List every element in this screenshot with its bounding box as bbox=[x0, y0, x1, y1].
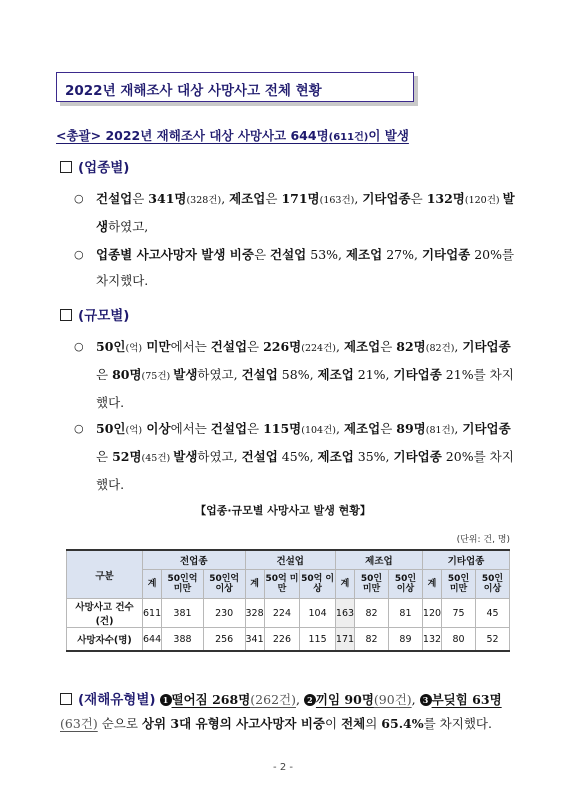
summary-pre: <총괄> 2022년 재해조사 대상 사망사고 644명 bbox=[56, 128, 329, 143]
sz-p2-t24: 35%, bbox=[353, 449, 394, 464]
table-cell: 388 bbox=[162, 628, 204, 652]
sz-p2-t13: (81건) bbox=[425, 425, 455, 436]
table-cell: 75 bbox=[442, 599, 476, 628]
sz-p1-t23: 제조업 bbox=[317, 367, 354, 382]
sz-p1-t2: (억) bbox=[125, 343, 143, 354]
sz-p1-t26: 21%를 차지했다. bbox=[96, 367, 514, 410]
number-3-icon: 3 bbox=[420, 694, 432, 706]
sz-p1-t9: , bbox=[336, 339, 344, 354]
ind-p1-t16: 하였고, bbox=[108, 219, 149, 234]
sz-p2-t10: 제조업 bbox=[343, 421, 381, 436]
sz-p2-t25: 기타업종 bbox=[393, 449, 442, 464]
table-row bbox=[67, 628, 510, 652]
sz-p1-t7: 226명 bbox=[263, 339, 302, 354]
circle-bullet-icon: ○ bbox=[74, 340, 84, 353]
sz-p2-t26: 20%를 차지했다. bbox=[96, 449, 514, 492]
size-paragraph-2-text bbox=[96, 416, 518, 498]
acc-t2: 상위 3대 유형의 사고사망자 비중 bbox=[141, 716, 326, 731]
table-cell: 256 bbox=[203, 628, 245, 652]
sz-p2-t4: 에서는 bbox=[170, 421, 211, 436]
sz-p2-t14: , bbox=[454, 421, 463, 436]
number-2-icon: 2 bbox=[304, 694, 316, 706]
sub-header: 계 bbox=[335, 570, 354, 599]
ind-p2-t8: 20%를 차지했다. bbox=[96, 247, 515, 288]
size-paragraph-1 bbox=[74, 334, 518, 416]
ind-p1-t9: (163건) bbox=[319, 195, 355, 206]
sub-header: 50인 미만 bbox=[442, 570, 476, 599]
sub-header: 50억 미만 bbox=[264, 570, 300, 599]
ind-p2-t4: 53%, bbox=[306, 247, 346, 262]
accident-type-heading: (재해유형별) bbox=[78, 692, 156, 708]
table-cell: 644 bbox=[143, 628, 162, 652]
table-cell: 381 bbox=[162, 599, 204, 628]
sz-p1-t17: 80명 bbox=[112, 367, 142, 382]
summary-line bbox=[56, 126, 409, 144]
sz-p2-t3: 이상 bbox=[142, 421, 171, 436]
ind-p1-t6: 제조업 bbox=[229, 191, 266, 206]
sz-p2-t9: , bbox=[336, 421, 344, 436]
industry-paragraph-1 bbox=[74, 186, 518, 240]
size-heading-text: (규모별) bbox=[78, 308, 130, 324]
sz-p1-t22: 58%, bbox=[277, 367, 318, 382]
sz-p1-t13: (82건) bbox=[425, 343, 455, 354]
sz-p1-t19: 발생 bbox=[173, 367, 198, 382]
table-cell: 230 bbox=[203, 599, 245, 628]
ind-p1-t15: 발생 bbox=[96, 191, 515, 234]
section-industry-heading bbox=[60, 156, 129, 176]
table-cell: 611 bbox=[143, 599, 162, 628]
ind-p1-t8: 171명 bbox=[281, 191, 320, 206]
ind-p2-t1: 업종별 사고사망자 발생 비중 bbox=[96, 247, 254, 262]
section-size-heading bbox=[60, 304, 129, 324]
industry-paragraph-1-text bbox=[96, 186, 518, 240]
sub-header: 50인 미만 bbox=[355, 570, 389, 599]
ind-p1-t1: 건설업 bbox=[96, 191, 133, 206]
sub-header: 50억 이상 bbox=[300, 570, 336, 599]
ind-p1-t14: (120건) bbox=[464, 195, 503, 206]
document-title: 2022년 재해조사 대상 사망사고 전체 현황 bbox=[65, 83, 322, 99]
ind-p1-t12: 은 bbox=[410, 191, 427, 206]
accident-struck: 부딪힘 63명 bbox=[431, 692, 502, 707]
acc-t6: 65.4% bbox=[381, 716, 424, 731]
sz-p1-t11: 은 bbox=[380, 339, 397, 354]
sz-p2-t23: 제조업 bbox=[317, 449, 354, 464]
table-cell: 52 bbox=[476, 628, 510, 652]
sz-p1-t8: (224건) bbox=[301, 343, 336, 354]
sz-p2-t17: 52명 bbox=[112, 449, 142, 464]
ind-p1-t11: 기타업종 bbox=[362, 191, 411, 206]
page-number: - 2 - bbox=[273, 762, 293, 773]
table-cell: 163 bbox=[335, 599, 354, 628]
sz-p1-t25: 기타업종 bbox=[393, 367, 442, 382]
group-header: 전업종 bbox=[143, 550, 246, 570]
sz-p1-t12: 82명 bbox=[396, 339, 426, 354]
ind-p1-t4: (328건) bbox=[186, 195, 222, 206]
sz-p2-t7: 115명 bbox=[263, 421, 302, 436]
ind-p1-t10: , bbox=[354, 191, 363, 206]
sz-p1-t16: 은 bbox=[96, 367, 113, 382]
sz-p2-t2: (억) bbox=[125, 425, 143, 436]
table-cell: 80 bbox=[442, 628, 476, 652]
acc-t3: 이 bbox=[325, 716, 342, 731]
sz-p2-t16: 은 bbox=[96, 449, 113, 464]
sz-p2-t20: 하였고, bbox=[197, 449, 242, 464]
ind-p1-t5: , bbox=[221, 191, 230, 206]
sz-p1-t20: 하였고, bbox=[197, 367, 242, 382]
sz-p2-t12: 89명 bbox=[396, 421, 426, 436]
sz-p2-t6: 은 bbox=[247, 421, 264, 436]
acc-t1: 순으로 bbox=[97, 716, 142, 731]
industry-heading-text: (업종별) bbox=[78, 160, 130, 176]
ind-p2-t7: 기타업종 bbox=[421, 247, 471, 262]
size-paragraph-1-text bbox=[96, 334, 518, 416]
sub-header: 50인 이상 bbox=[476, 570, 510, 599]
circle-bullet-icon: ○ bbox=[74, 192, 84, 205]
ind-p2-t2: 은 bbox=[253, 247, 271, 262]
row-label: 사망사고 건수(건) bbox=[67, 599, 143, 628]
accident-caught: 끼임 90명 bbox=[315, 692, 374, 707]
ind-p1-t7: 은 bbox=[265, 191, 282, 206]
sz-p1-t1: 50인 bbox=[96, 339, 126, 354]
sz-p1-t4: 에서는 bbox=[170, 339, 211, 354]
table-cell: 81 bbox=[388, 599, 422, 628]
table-title: 【업종·규모별 사망사고 발생 현황】 bbox=[195, 504, 371, 517]
accident-fall-cases: (262건) bbox=[250, 692, 296, 707]
sz-p1-t15: 기타업종 bbox=[462, 339, 511, 354]
ind-p1-t2: 은 bbox=[132, 191, 149, 206]
sub-header: 계 bbox=[143, 570, 162, 599]
row-label: 사망자수(명) bbox=[67, 628, 143, 652]
sub-header: 50인 이상 bbox=[388, 570, 422, 599]
table-cell: 171 bbox=[335, 628, 354, 652]
accident-caught-cases: (90건) bbox=[373, 692, 412, 707]
sz-p1-t21: 건설업 bbox=[241, 367, 278, 382]
sz-p1-t6: 은 bbox=[247, 339, 264, 354]
table-cell: 132 bbox=[422, 628, 441, 652]
ind-p1-t13: 132명 bbox=[426, 191, 465, 206]
number-1-icon: 1 bbox=[160, 694, 172, 706]
table-row bbox=[67, 599, 510, 628]
circle-bullet-icon: ○ bbox=[74, 248, 84, 261]
title-box bbox=[56, 72, 414, 102]
sz-p1-t3: 미만 bbox=[142, 339, 171, 354]
section-accident-type: (재해유형별) 1 떨어짐 268명(262건), 2 끼임 90명(90건), 3 부딪힘 63명(63건) 순으로 상위 3대 유형의 사고사망자 비중이 전체의 65.4%를 차지했다. bbox=[60, 692, 502, 731]
sz-p1-t10: 제조업 bbox=[343, 339, 381, 354]
acc-t7: 를 차지했다. bbox=[423, 716, 492, 731]
sz-p2-t1: 50인 bbox=[96, 421, 126, 436]
table-cell: 224 bbox=[264, 599, 300, 628]
sz-p2-t22: 45%, bbox=[277, 449, 318, 464]
sz-p1-t14: , bbox=[454, 339, 463, 354]
sub-header: 계 bbox=[245, 570, 264, 599]
table-cell: 82 bbox=[355, 599, 389, 628]
sz-p2-t18: (45건) bbox=[141, 453, 174, 464]
table-cell: 341 bbox=[245, 628, 264, 652]
sz-p2-t19: 발생 bbox=[173, 449, 198, 464]
ind-p1-t3: 341명 bbox=[148, 191, 187, 206]
sz-p2-t21: 건설업 bbox=[241, 449, 278, 464]
sz-p1-t24: 21%, bbox=[353, 367, 394, 382]
summary-post: 이 발생 bbox=[368, 128, 409, 143]
sz-p1-t5: 건설업 bbox=[210, 339, 248, 354]
sz-p2-t11: 은 bbox=[380, 421, 397, 436]
ind-p2-t5: 제조업 bbox=[345, 247, 383, 262]
table-cell: 120 bbox=[422, 599, 441, 628]
checkbox-square-icon bbox=[60, 161, 72, 173]
accident-fall: 떨어짐 268명 bbox=[171, 692, 251, 707]
ind-p2-t6: 27%, bbox=[382, 247, 422, 262]
checkbox-square-icon bbox=[60, 309, 72, 321]
stats-table bbox=[66, 549, 510, 652]
table-cell: 328 bbox=[245, 599, 264, 628]
industry-paragraph-2 bbox=[74, 242, 518, 294]
table-cell: 104 bbox=[300, 599, 336, 628]
industry-paragraph-2-text bbox=[96, 242, 518, 294]
table-cell: 115 bbox=[300, 628, 336, 652]
group-header: 기타업종 bbox=[422, 550, 509, 570]
circle-bullet-icon: ○ bbox=[74, 422, 84, 435]
table-cell: 226 bbox=[264, 628, 300, 652]
group-header: 제조업 bbox=[335, 550, 422, 570]
size-paragraph-2 bbox=[74, 416, 518, 498]
table-cell: 45 bbox=[476, 599, 510, 628]
ind-p2-t3: 건설업 bbox=[270, 247, 307, 262]
sz-p2-t5: 건설업 bbox=[210, 421, 248, 436]
summary-text bbox=[56, 128, 409, 143]
sz-p2-t8: (104건) bbox=[301, 425, 336, 436]
table-corner: 구분 bbox=[67, 550, 143, 599]
summary-small: (611건) bbox=[328, 132, 369, 143]
sub-header: 50인억 이상 bbox=[203, 570, 245, 599]
sz-p2-t15: 기타업종 bbox=[462, 421, 511, 436]
accident-struck-cases: (63건) bbox=[60, 716, 98, 731]
table-cell: 89 bbox=[388, 628, 422, 652]
sz-p1-t18: (75건) bbox=[141, 371, 174, 382]
table-cell: 82 bbox=[355, 628, 389, 652]
group-header: 건설업 bbox=[245, 550, 335, 570]
acc-t4: 전체 bbox=[341, 716, 366, 731]
sub-header: 계 bbox=[422, 570, 441, 599]
acc-t5: 의 bbox=[365, 716, 382, 731]
sub-header: 50인억 미만 bbox=[162, 570, 204, 599]
checkbox-square-icon bbox=[60, 693, 72, 705]
table-unit: (단위: 건, 명) bbox=[456, 535, 510, 545]
